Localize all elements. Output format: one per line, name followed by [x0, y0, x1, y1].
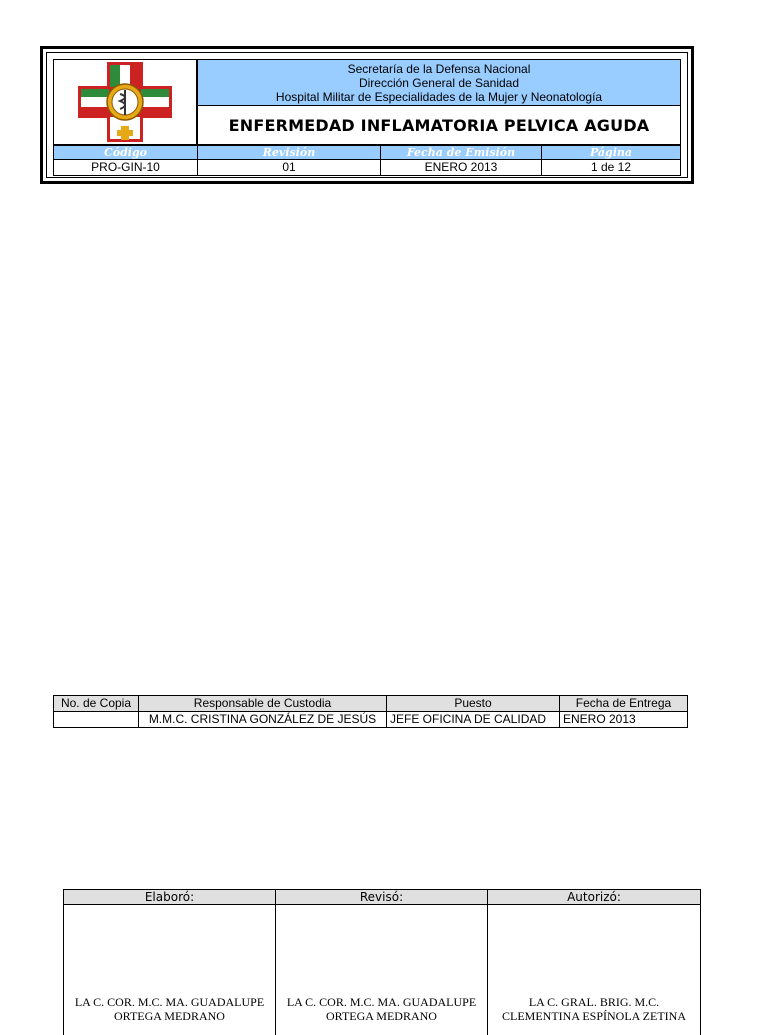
custody-header-copia: No. de Copia	[54, 696, 139, 712]
signature-elaboro-line2: ORTEGA MEDRANO	[68, 1009, 271, 1023]
document-header-inner	[46, 52, 688, 178]
meta-header-revision: Revisión	[198, 146, 381, 160]
signature-reviso-line1: LA C. COR. M.C. MA. GUADALUPE	[280, 995, 483, 1009]
custody-header-puesto: Puesto	[387, 696, 560, 712]
table-row	[54, 712, 688, 728]
custody-table	[53, 695, 688, 728]
org-line-hospital: Hospital Militar de Especialidades de la Mujer y Neonatología	[198, 90, 680, 104]
org-line-direccion: Dirección General de Sanidad	[198, 76, 680, 90]
military-health-emblem-icon	[70, 60, 180, 144]
meta-value-pagina: 1 de 12	[542, 160, 681, 176]
custody-cell-copia	[54, 712, 139, 728]
signature-header-autorizo: Autorizó:	[488, 890, 701, 905]
logo-cell	[53, 59, 197, 145]
signature-table	[63, 889, 701, 1035]
custody-header-row	[54, 696, 688, 712]
custody-header-fecha: Fecha de Entrega	[560, 696, 688, 712]
meta-value-row	[54, 160, 681, 176]
signature-header-elaboro: Elaboró:	[64, 890, 276, 905]
signature-autorizo	[488, 905, 701, 1035]
signature-elaboro	[64, 905, 276, 1035]
signature-reviso	[276, 905, 488, 1035]
signature-header-row	[64, 890, 701, 905]
signature-autorizo-line1: LA C. GRAL. BRIG. M.C.	[492, 995, 696, 1009]
document-meta-table	[53, 145, 681, 176]
signature-name-row	[64, 905, 701, 1035]
signature-reviso-line2: ORTEGA MEDRANO	[280, 1009, 483, 1023]
signature-autorizo-line2: CLEMENTINA ESPÍNOLA ZETINA	[492, 1009, 696, 1023]
document-header	[40, 46, 694, 184]
meta-header-row	[54, 146, 681, 160]
meta-value-codigo: PRO-GIN-10	[54, 160, 198, 176]
meta-header-codigo: Código	[54, 146, 198, 160]
org-line-secretaria: Secretaría de la Defensa Nacional	[198, 62, 680, 76]
custody-cell-responsable: M.M.C. CRISTINA GONZÁLEZ DE JESÚS	[139, 712, 387, 728]
document-title: ENFERMEDAD INFLAMATORIA PELVICA AGUDA	[197, 106, 681, 145]
signature-header-reviso: Revisó:	[276, 890, 488, 905]
meta-value-fecha: ENERO 2013	[381, 160, 542, 176]
meta-value-revision: 01	[198, 160, 381, 176]
meta-header-pagina: Página	[542, 146, 681, 160]
signature-elaboro-line1: LA C. COR. M.C. MA. GUADALUPE	[68, 995, 271, 1009]
custody-header-responsable: Responsable de Custodia	[139, 696, 387, 712]
organization-block	[197, 59, 681, 106]
custody-cell-fecha: ENERO 2013	[560, 712, 688, 728]
meta-header-fecha: Fecha de Emisión	[381, 146, 542, 160]
custody-cell-puesto: JEFE OFICINA DE CALIDAD	[387, 712, 560, 728]
